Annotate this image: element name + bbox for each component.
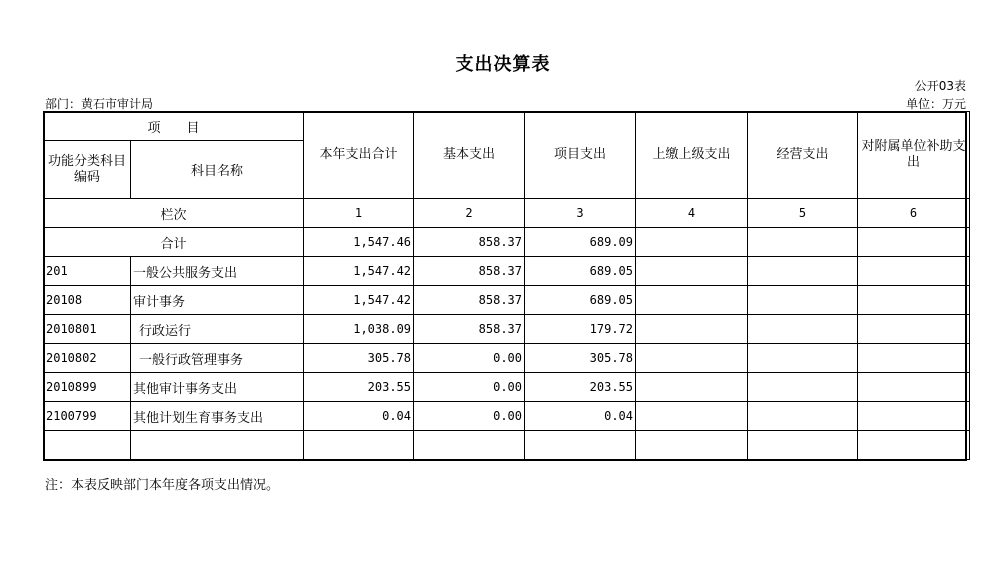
- col-number: 1: [304, 199, 414, 228]
- header-col-subsidy: 对附属单位补助支出: [858, 112, 970, 199]
- table-cell: 1,547.46: [304, 228, 414, 257]
- table-cell: 689.09: [525, 228, 636, 257]
- subject-name: 其他计划生育事务支出: [131, 402, 304, 431]
- table-cell: 858.37: [414, 228, 525, 257]
- row-label: 栏次: [44, 199, 304, 228]
- col-number: 3: [525, 199, 636, 228]
- table-cell: 0.00: [414, 344, 525, 373]
- header-item: 项 目: [44, 112, 304, 141]
- header-col-remit: 上缴上级支出: [636, 112, 748, 199]
- footnote: 注：本表反映部门本年度各项支出情况。: [45, 478, 280, 493]
- header-name: 科目名称: [131, 141, 304, 199]
- table-cell: 1,038.09: [304, 315, 414, 344]
- subject-name: 其他审计事务支出: [131, 373, 304, 402]
- table-cell: 0.00: [414, 373, 525, 402]
- table-cell: 0.04: [525, 402, 636, 431]
- table-cell: 179.72: [525, 315, 636, 344]
- table-cell: 0.00: [414, 402, 525, 431]
- form-number: 公开03表: [914, 79, 966, 93]
- subject-code: 201: [44, 257, 131, 286]
- total-label: 合计: [44, 228, 304, 257]
- col-number: 6: [858, 199, 970, 228]
- col-number: 2: [414, 199, 525, 228]
- table-cell: 305.78: [525, 344, 636, 373]
- subject-code: 2100799: [44, 402, 131, 431]
- table-cell: 689.05: [525, 257, 636, 286]
- table-cell: 203.55: [304, 373, 414, 402]
- col-number: 5: [748, 199, 858, 228]
- department-label: 部门：黄石市审计局: [45, 97, 154, 111]
- table-cell: 858.37: [414, 315, 525, 344]
- header-code: 功能分类科目编码: [44, 141, 131, 199]
- page-title: 支出决算表: [455, 54, 551, 75]
- subject-code: 2010899: [44, 373, 131, 402]
- table-cell: 689.05: [525, 286, 636, 315]
- header-col-project: 项目支出: [525, 112, 636, 199]
- subject-name: 审计事务: [131, 286, 304, 315]
- header-col-basic: 基本支出: [414, 112, 525, 199]
- header-col-total: 本年支出合计: [304, 112, 414, 199]
- table-cell: 1,547.42: [304, 286, 414, 315]
- subject-code: 20108: [44, 286, 131, 315]
- unit-label: 单位：万元: [905, 97, 966, 111]
- header-col-operating: 经营支出: [748, 112, 858, 199]
- subject-name: 行政运行: [131, 315, 304, 344]
- subject-code: 2010802: [44, 344, 131, 373]
- subject-name: 一般行政管理事务: [131, 344, 304, 373]
- subject-code: 2010801: [44, 315, 131, 344]
- col-number: 4: [636, 199, 748, 228]
- table-outer-border: [43, 111, 967, 461]
- table-cell: 1,547.42: [304, 257, 414, 286]
- table-cell: 0.04: [304, 402, 414, 431]
- table-cell: 305.78: [304, 344, 414, 373]
- subject-name: 一般公共服务支出: [131, 257, 304, 286]
- table-cell: 858.37: [414, 286, 525, 315]
- table-cell: 858.37: [414, 257, 525, 286]
- table-cell: 203.55: [525, 373, 636, 402]
